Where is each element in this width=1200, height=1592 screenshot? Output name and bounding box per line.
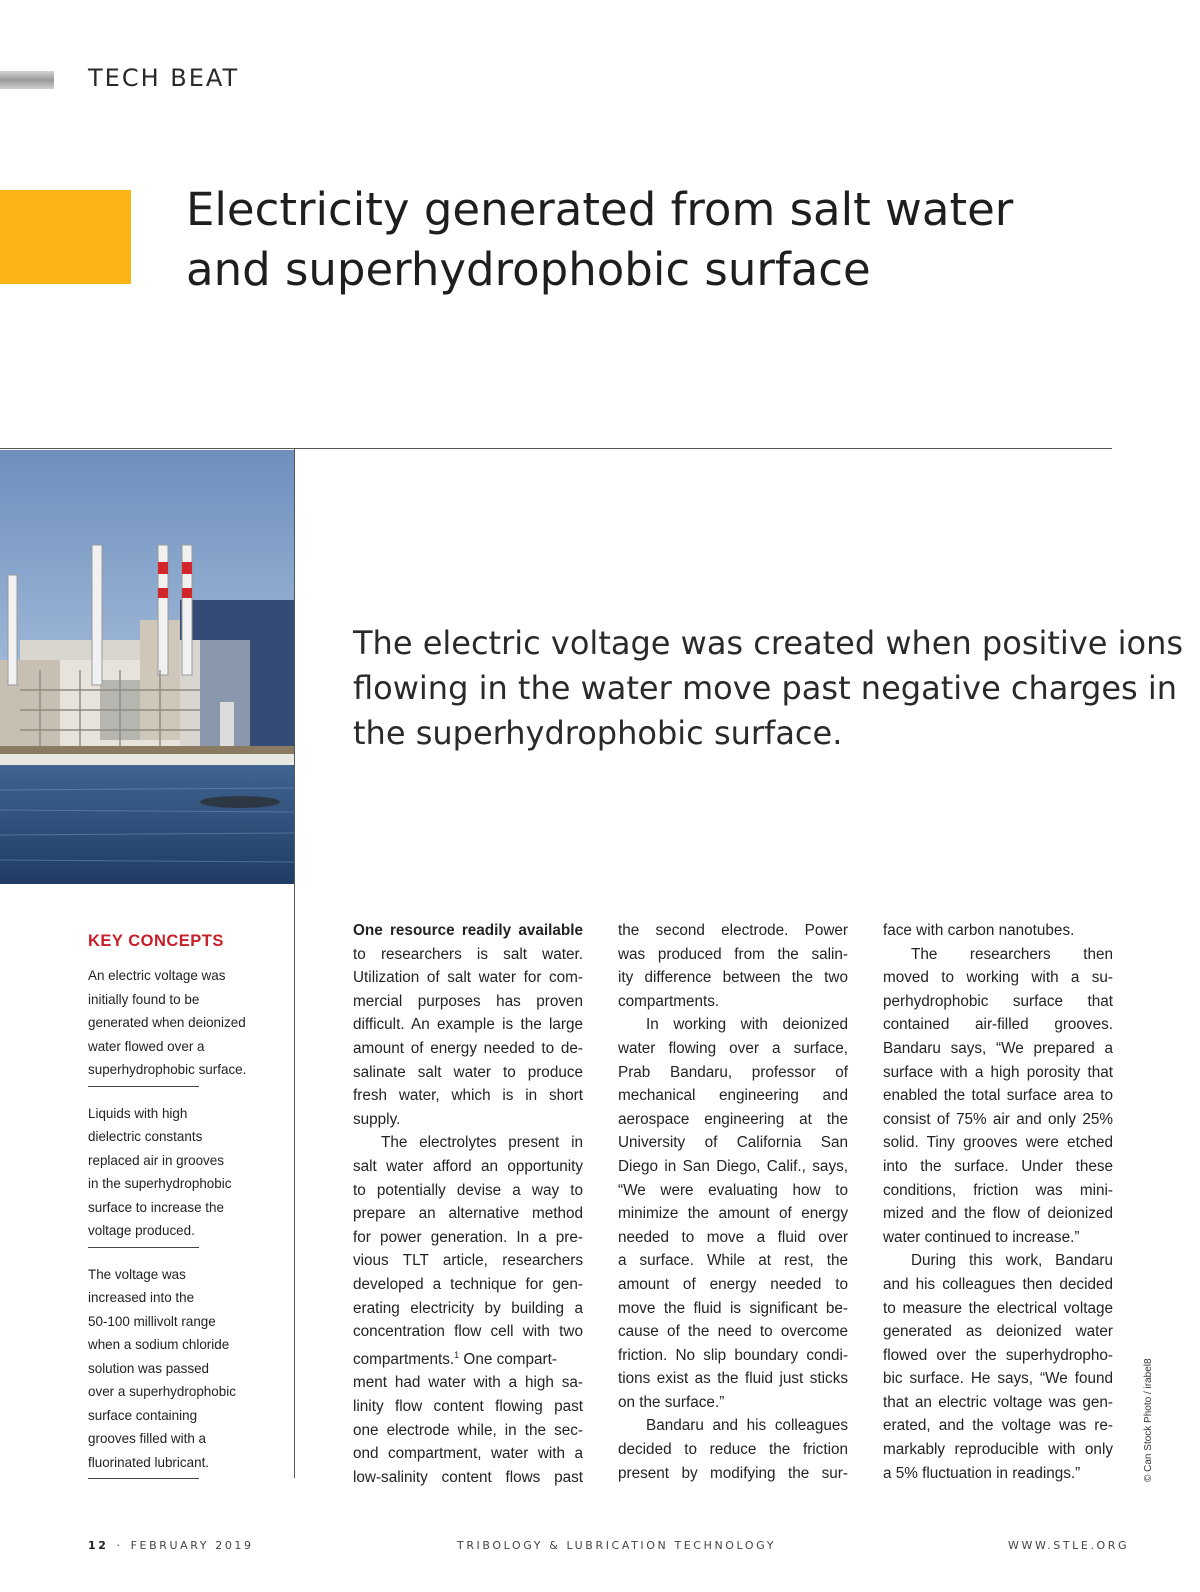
- body-line: to measure the electrical voltage: [883, 1299, 1113, 1317]
- body-line: flowed over the superhydropho-: [883, 1346, 1113, 1364]
- concept-line: in the superhydrophobic: [88, 1175, 232, 1191]
- power-plant-photo: [0, 450, 294, 884]
- concept-line: Liquids with high: [88, 1104, 188, 1121]
- body-line: During this work, Bandaru: [911, 1252, 1113, 1270]
- body-line: present by modifying the sur-: [618, 1464, 848, 1482]
- body-line: enabled the total surface area to: [883, 1087, 1113, 1105]
- body-line: amount of energy needed to: [618, 1275, 848, 1293]
- body-line: difficult. An example is the large: [353, 1016, 583, 1034]
- body-line: University of California San: [618, 1134, 848, 1152]
- body-line: decided to reduce the friction: [618, 1441, 848, 1459]
- key-concept-item: [88, 1263, 280, 1475]
- concept-line: grooves filled with a: [88, 1430, 207, 1446]
- lead-in: One resource readily available: [353, 922, 583, 939]
- concept-line: over a superhydrophobic: [88, 1383, 236, 1399]
- concept-line: surface containing: [88, 1406, 198, 1423]
- key-concepts-title: KEY CONCEPTS: [88, 932, 224, 950]
- body-line: prepare an alternative method: [353, 1205, 583, 1223]
- photo-credit: © Can Stock Photo / irabel8: [1143, 1358, 1154, 1482]
- deck-line: flowing in the water move past negative charges in: [353, 669, 1178, 707]
- body-column-1: [353, 919, 583, 1489]
- body-line: [353, 1344, 583, 1372]
- body-line: Diego in San Diego, Calif., says,: [618, 1157, 848, 1175]
- body-line: ond compartment, water with a: [353, 1445, 583, 1463]
- concept-divider: [88, 1478, 199, 1479]
- concept-line: voltage produced.: [88, 1222, 195, 1238]
- body-line: move the fluid is significant be-: [618, 1299, 848, 1317]
- concept-line: dielectric constants: [88, 1128, 203, 1144]
- body-line: The researchers then: [911, 945, 1113, 963]
- body-line: moved to working with a su-: [883, 969, 1113, 987]
- body-line: into the surface. Under these: [883, 1157, 1113, 1175]
- body-line: to potentially devise a way to: [353, 1181, 583, 1199]
- footnote-text: compartments.: [353, 1350, 455, 1368]
- body-line: supply.: [353, 1110, 401, 1128]
- footnote-ref: 1: [454, 1349, 460, 1360]
- key-concept-item: [88, 1102, 280, 1243]
- vertical-rule: [294, 448, 295, 1478]
- concept-divider: [88, 1086, 199, 1087]
- body-column-3: [883, 919, 1113, 1485]
- concept-line: solution was passed: [88, 1359, 210, 1376]
- body-line: In working with deionized: [646, 1016, 848, 1034]
- title-line: Electricity generated from salt water: [186, 183, 1014, 236]
- concept-line: increased into the: [88, 1289, 195, 1305]
- body-line: friction. No slip boundary condi-: [618, 1346, 848, 1364]
- concept-line: superhydrophobic surface.: [88, 1061, 247, 1077]
- concept-divider: [88, 1247, 199, 1248]
- publication-name: TRIBOLOGY & LUBRICATION TECHNOLOGY: [457, 1539, 777, 1552]
- body-line: amount of energy needed to de-: [353, 1039, 583, 1057]
- concept-line: replaced air in grooves: [88, 1151, 224, 1168]
- page-number: 12: [88, 1539, 109, 1552]
- body-line: ment had water with a high sa-: [353, 1374, 583, 1392]
- section-label: TECH BEAT: [88, 64, 240, 92]
- deck-line: the superhydrophobic surface.: [353, 714, 843, 752]
- issue-date: FEBRUARY 2019: [130, 1539, 254, 1552]
- body-line: mized and the flow of deionized: [883, 1205, 1113, 1223]
- key-concepts-list: [88, 964, 288, 1494]
- accent-block: [0, 190, 131, 284]
- body-line: cause of the need to overcome: [618, 1323, 848, 1341]
- body-line: needed to move a fluid over: [618, 1228, 848, 1246]
- footer-left: [88, 1539, 254, 1552]
- body-line: Bandaru says, “We prepared a: [883, 1039, 1113, 1057]
- body-line: concentration flow cell with two: [353, 1323, 583, 1341]
- body-line: Utilization of salt water for com-: [353, 969, 583, 987]
- body-line: ity difference between the two: [618, 969, 848, 987]
- body-line: perhydrophobic surface that: [883, 992, 1113, 1010]
- article-title: [186, 180, 1013, 300]
- body-line: developed a technique for gen-: [353, 1275, 583, 1293]
- deck-line: The electric voltage was created when positive ions: [353, 624, 1184, 662]
- body-line: markably reproducible with only: [883, 1441, 1113, 1459]
- body-line: water continued to increase.”: [883, 1228, 1080, 1246]
- concept-line: 50-100 millivolt range: [88, 1312, 216, 1329]
- concept-line: initially found to be: [88, 990, 200, 1007]
- body-line: vious TLT article, researchers: [353, 1252, 583, 1270]
- concept-line: fluorinated lubricant.: [88, 1453, 210, 1470]
- concept-line: when a sodium chloride: [88, 1336, 230, 1352]
- body-line: a 5% fluctuation in readings.”: [883, 1464, 1081, 1482]
- body-line: conditions, friction was mini-: [883, 1181, 1113, 1199]
- body-line: surface with a high porosity that: [883, 1063, 1113, 1081]
- body-line: [353, 919, 583, 943]
- body-line: salinate salt water to produce: [353, 1063, 583, 1081]
- body-line: Bandaru and his colleagues: [646, 1417, 848, 1435]
- concept-line: water flowed over a: [88, 1037, 205, 1054]
- body-line: mechanical engineering and: [618, 1087, 848, 1105]
- body-line: contained air-filled grooves.: [883, 1016, 1113, 1034]
- body-line: to researchers is salt water.: [353, 945, 583, 963]
- body-column-2: [618, 919, 848, 1485]
- body-line: erated, and the voltage was re-: [883, 1417, 1113, 1435]
- body-line: bic surface. He says, “We found: [883, 1370, 1113, 1388]
- body-line: consist of 75% air and only 25%: [883, 1110, 1113, 1128]
- body-line: “We were evaluating how to: [618, 1181, 848, 1199]
- body-line: low-salinity content flows past: [353, 1468, 583, 1486]
- concept-line: generated when deionized: [88, 1014, 246, 1030]
- horizontal-rule: [0, 448, 1112, 449]
- deck-text: [353, 621, 1184, 756]
- body-line: aerospace engineering at the: [618, 1110, 848, 1128]
- body-line: for power generation. In a pre-: [353, 1228, 583, 1246]
- body-line: minimize the amount of energy: [618, 1205, 848, 1223]
- body-line: and his colleagues then decided: [883, 1275, 1113, 1293]
- body-line: one electrode while, in the sec-: [353, 1421, 583, 1439]
- body-line: face with carbon nanotubes.: [883, 922, 1075, 939]
- body-line: Prab Bandaru, professor of: [618, 1063, 848, 1081]
- key-concept-item: [88, 964, 280, 1082]
- body-line: fresh water, which is in short: [353, 1087, 583, 1105]
- body-line: the second electrode. Power: [618, 922, 848, 939]
- body-line: erating electricity by building a: [353, 1299, 583, 1317]
- body-line: salt water afford an opportunity: [353, 1157, 583, 1175]
- body-line: The electrolytes present in: [381, 1134, 583, 1152]
- footer-separator: ·: [116, 1539, 123, 1552]
- body-line: compartments.: [618, 992, 720, 1010]
- body-line: on the surface.”: [618, 1393, 725, 1411]
- title-line: and superhydrophobic surface: [186, 243, 871, 296]
- concept-line: The voltage was: [88, 1265, 186, 1282]
- body-line: solid. Tiny grooves were etched: [883, 1134, 1113, 1152]
- section-tab-bar: [0, 71, 54, 89]
- body-line: generated as deionized water: [883, 1323, 1113, 1341]
- body-line: a surface. While at rest, the: [618, 1252, 848, 1270]
- concept-line: surface to increase the: [88, 1198, 224, 1215]
- concept-line: An electric voltage was: [88, 967, 226, 983]
- body-line: that an electric voltage was gen-: [883, 1393, 1113, 1411]
- body-line: tions exist as the fluid just sticks: [618, 1370, 848, 1388]
- website-link[interactable]: WWW.STLE.ORG: [1008, 1539, 1130, 1552]
- body-line: linity flow content flowing past: [353, 1397, 583, 1415]
- body-line: water flowing over a surface,: [618, 1039, 848, 1057]
- body-line: mercial purposes has proven: [353, 992, 583, 1010]
- footnote-continuation: One compart-: [459, 1350, 557, 1368]
- body-line: was produced from the salin-: [618, 945, 848, 963]
